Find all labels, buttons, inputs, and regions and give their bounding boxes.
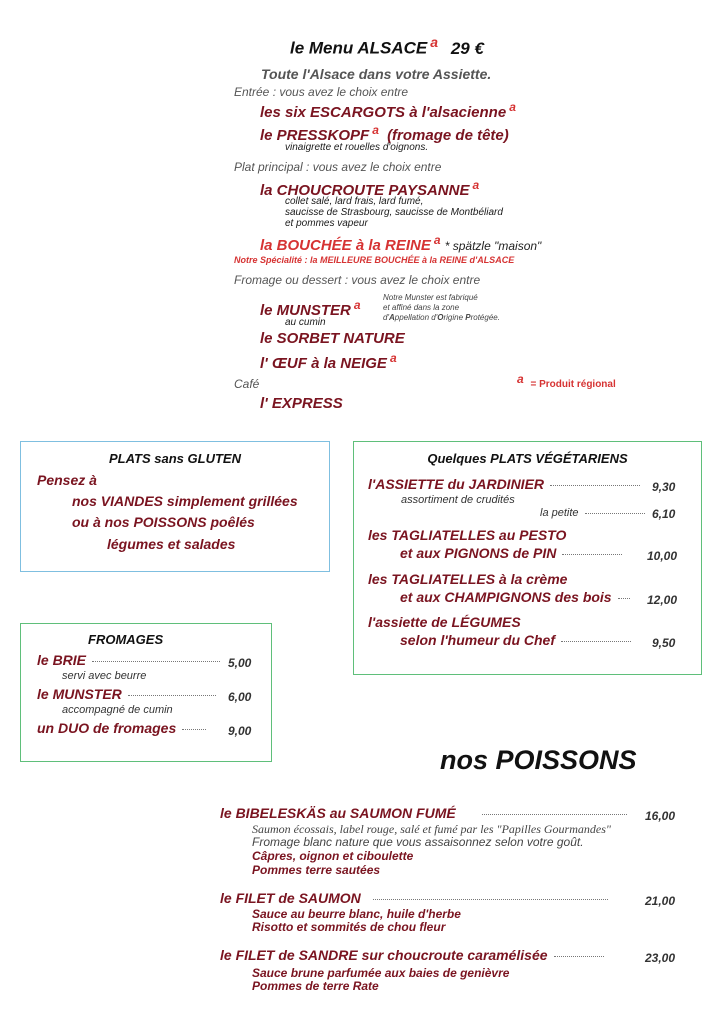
dot-leader — [482, 814, 627, 815]
vege-item-4-b — [400, 632, 637, 648]
vege-item-3-b — [400, 589, 636, 605]
plat-choucroute-desc-1: collet salé, lard frais, lard fumé, — [285, 196, 424, 207]
entree-label: Entrée : vous avez le choix entre — [234, 85, 409, 99]
entree-presskopf-desc: vinaigrette et rouelles d'oignons. — [285, 142, 429, 153]
vege-item-3-price: 12,00 — [647, 593, 678, 607]
dessert-munster-text: le MUNSTER — [260, 302, 351, 319]
dessert-munster-desc: au cumin — [285, 317, 326, 328]
poisson-item-1-desc-1: Saumon écossais, label rouge, salé et fumé par les "Papilles Gourmandes" — [252, 822, 611, 836]
dessert-oeuf — [260, 351, 397, 372]
fromage-item-3-name: un DUO de fromages — [37, 720, 177, 736]
plat-label: Plat principal : vous avez le choix entre — [234, 160, 442, 174]
entree-escargots-text: les six ESCARGOTS à l'alsacienne — [260, 104, 507, 121]
gluten-line-2: nos VIANDES simplement grillées — [72, 493, 298, 509]
munster-note-line-3 — [383, 313, 563, 323]
vege-item-3-b-text: et aux CHAMPIGNONS des bois — [400, 589, 612, 605]
regional-mark-icon: a — [430, 34, 439, 50]
poisson-item-1-price: 16,00 — [645, 809, 676, 823]
entree-escargots — [260, 100, 516, 121]
menu-price: 29 € — [450, 38, 484, 58]
cafe-label: Café — [234, 377, 260, 391]
poisson-item-3-desc-1: Sauce brune parfumée aux baies de genièvre — [252, 966, 510, 980]
plat-bouchee-text: la BOUCHÉE à la REINE — [260, 237, 431, 254]
vege-item-2-b-text: et aux PIGNONS de PIN — [400, 545, 557, 561]
poisson-item-1 — [220, 805, 633, 821]
dot-leader — [373, 899, 608, 900]
vege-item-4-price: 9,50 — [652, 636, 676, 650]
dot-leader — [585, 513, 645, 514]
poisson-item-2-price: 21,00 — [645, 894, 676, 908]
poisson-item-3-name: le FILET de SANDRE sur choucroute caramélisée — [220, 947, 548, 963]
poisson-item-1-desc-3: Câpres, oignon et ciboulette — [252, 849, 414, 863]
fromage-item-1-price: 5,00 — [228, 656, 252, 670]
dessert-label: Fromage ou dessert : vous avez le choix entre — [234, 273, 481, 287]
aop-text-2: ppellation d' — [394, 313, 438, 322]
poisson-item-1-desc-4: Pommes terre sautées — [252, 863, 381, 877]
fromage-item-3 — [37, 720, 212, 736]
fromage-item-2-price: 6,00 — [228, 690, 252, 704]
gluten-line-1: Pensez à — [37, 472, 97, 488]
vege-item-1-small — [540, 507, 651, 519]
fromage-item-1-name: le BRIE — [37, 652, 87, 668]
munster-note-line-1: Notre Munster est fabriqué — [383, 293, 478, 302]
dot-leader — [128, 695, 216, 696]
gluten-line-3: ou à nos POISSONS poêlés — [72, 514, 255, 530]
dessert-sorbet: le SORBET NATURE — [260, 330, 405, 347]
fromage-item-1-desc: servi avec beurre — [62, 670, 147, 682]
regional-mark-icon: a — [433, 233, 441, 247]
poisson-item-2 — [220, 890, 614, 906]
plat-bouchee-extra: * spätzle "maison" — [444, 239, 542, 253]
dot-leader — [92, 661, 220, 662]
regional-mark-icon: a — [517, 372, 524, 386]
legend-regional — [517, 372, 616, 390]
dot-leader — [618, 598, 630, 599]
vege-title: Quelques PLATS VÉGÉTARIENS — [427, 451, 628, 466]
dot-leader — [182, 729, 206, 730]
menu-title — [290, 34, 484, 59]
vege-item-2-b — [400, 545, 628, 561]
dessert-munster — [260, 298, 361, 319]
fromage-item-2-desc: accompagné de cumin — [62, 704, 173, 716]
vege-item-2-price: 10,00 — [647, 549, 678, 563]
munster-note — [383, 293, 563, 323]
vege-item-1-name: l'ASSIETTE du JARDINIER — [368, 476, 545, 492]
vege-item-1-desc: assortiment de crudités — [401, 494, 515, 506]
dot-leader — [561, 641, 631, 642]
dessert-oeuf-text: l' ŒUF à la NEIGE — [260, 355, 387, 372]
plat-choucroute-desc-2: saucisse de Strasbourg, saucisse de Montbéliard — [285, 207, 503, 218]
aop-text-4: rotégée. — [470, 313, 500, 322]
dot-leader — [554, 956, 604, 957]
vege-item-1-small-price: 6,10 — [652, 507, 676, 521]
fromages-title: FROMAGES — [88, 632, 164, 647]
dot-leader — [550, 485, 640, 486]
fromage-item-1 — [37, 652, 226, 668]
aop-text-3: rigine — [443, 313, 466, 322]
vege-item-3-a: les TAGLIATELLES à la crème — [368, 571, 568, 587]
menu-title-text: le Menu ALSACE — [290, 38, 428, 58]
gluten-title: PLATS sans GLUTEN — [109, 451, 241, 466]
aop-text-1: d' — [383, 313, 389, 322]
poisson-item-1-desc-2: Fromage blanc nature que vous assaisonnez selon votre goût. — [252, 835, 584, 849]
vege-item-4-a: l'assiette de LÉGUMES — [368, 614, 521, 630]
regional-mark-icon: a — [472, 178, 480, 192]
vege-item-1 — [368, 476, 646, 492]
regional-mark-icon: a — [372, 123, 379, 137]
poisson-item-2-name: le FILET de SAUMON — [220, 890, 361, 906]
poisson-item-3-price: 23,00 — [645, 951, 676, 965]
regional-mark-icon: a — [353, 298, 361, 312]
vege-item-2-a: les TAGLIATELLES au PESTO — [368, 527, 567, 543]
aop-letter-a: A — [388, 313, 395, 322]
vege-item-1-small-label: la petite — [540, 507, 579, 519]
gluten-line-4: légumes et salades — [107, 536, 236, 552]
regional-mark-icon: a — [509, 100, 516, 114]
vege-item-4-b-text: selon l'humeur du Chef — [400, 632, 556, 648]
specialite: Notre Spécialité : la MEILLEURE BOUCHÉE à la REINE d'ALSACE — [234, 255, 515, 265]
entree-presskopf — [260, 123, 509, 144]
aop-letter-o: O — [437, 313, 444, 322]
menu-tagline: Toute l'Alsace dans votre Assiette. — [261, 66, 492, 82]
munster-note-line-2: et affiné dans la zone — [383, 303, 460, 312]
poissons-title: nos POISSONS — [440, 745, 637, 775]
entree-presskopf-text: le PRESSKOPF — [260, 127, 370, 144]
aop-letter-p: P — [465, 313, 471, 322]
plat-choucroute-text: la CHOUCROUTE PAYSANNE — [260, 182, 470, 199]
legend-text: = Produit régional — [530, 379, 616, 391]
fromage-item-2-name: le MUNSTER — [37, 686, 122, 702]
vege-item-1-price: 9,30 — [652, 480, 676, 494]
dot-leader — [562, 554, 622, 555]
poisson-item-2-desc-1: Sauce au beurre blanc, huile d'herbe — [252, 907, 461, 921]
plat-choucroute-desc-3: et pommes vapeur — [285, 218, 368, 229]
cafe-express: l' EXPRESS — [260, 395, 343, 412]
plat-bouchee — [260, 233, 541, 254]
fromage-item-3-price: 9,00 — [228, 724, 252, 738]
poisson-item-3-desc-2: Pommes de terre Rate — [252, 979, 379, 993]
poisson-item-2-desc-2: Risotto et sommités de chou fleur — [252, 920, 446, 934]
poisson-item-3 — [220, 947, 610, 963]
regional-mark-icon: a — [389, 351, 397, 365]
fromage-item-2 — [37, 686, 222, 702]
entree-presskopf-extra: (fromage de tête) — [387, 127, 509, 144]
poisson-item-1-name: le BIBELESKÄS au SAUMON FUMÉ — [220, 805, 456, 821]
